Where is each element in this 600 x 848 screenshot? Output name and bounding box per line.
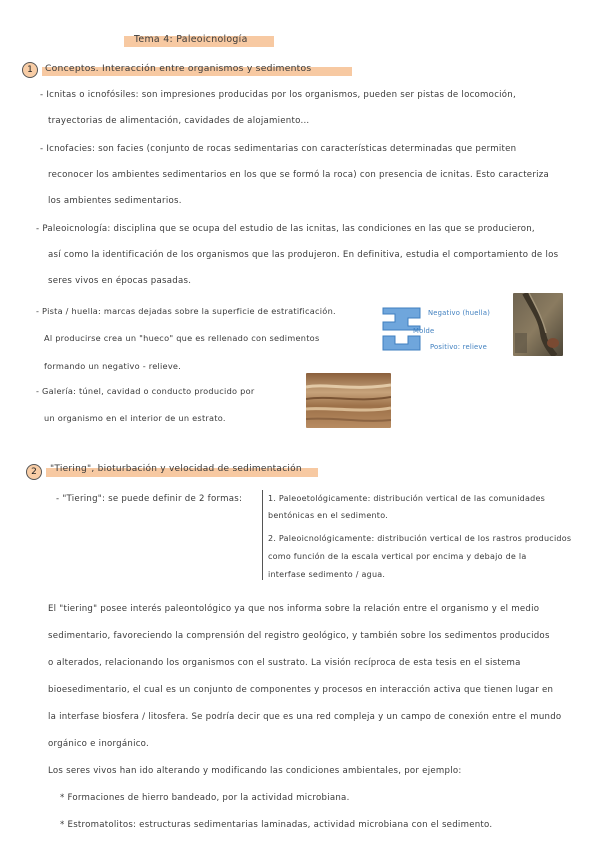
s2-paragraph-8: * Estromatolitos: estructuras sedimentarias laminadas, actividad microbiana con el sedimento. — [60, 820, 493, 830]
s2-paragraph-1: sedimentario, favoreciendo la comprensión del registro geológico, y también sobre los sedimentos producidos — [48, 631, 550, 641]
tiering-def2-line1: como función de la escala vertical por encima y debajo de la — [268, 552, 527, 561]
s2-paragraph-2: o alterados, relacionando los organismos con el sustrato. La visión recíproca de esta tesis en el sistema — [48, 658, 521, 668]
s1-line-2: - Icnofacies: son facies (conjunto de rocas sedimentarias con características determinadas que permiten — [40, 144, 517, 154]
tiering-def2-line2: interfase sedimento / agua. — [268, 570, 386, 579]
s1-line-10: formando un negativo - relieve. — [44, 361, 182, 371]
s2-paragraph-0: El "tiering" posee interés paleontológico ya que nos informa sobre la relación entre el organismo y el medio — [48, 604, 540, 614]
section-1-number: 1 — [22, 62, 38, 78]
s1-line-12: un organismo en el interior de un estrato. — [44, 413, 226, 423]
page-title: Tema 4: Paleoicnología — [134, 34, 248, 45]
section-2-number: 2 — [26, 464, 42, 480]
s2-paragraph-7: * Formaciones de hierro bandeado, por la actividad microbiana. — [60, 793, 350, 803]
s2-paragraph-6: Los seres vivos han ido alterando y modificando las condiciones ambientales, por ejemplo: — [48, 766, 462, 776]
section-2-heading: "Tiering", bioturbación y velocidad de sedimentación — [50, 464, 302, 474]
s1-line-11: - Galería: túnel, cavidad o conducto producido por — [36, 386, 255, 396]
diagram-label-mold: Molde — [413, 327, 435, 335]
section-1-heading: Conceptos. Interacción entre organismos y sedimentos — [45, 63, 312, 74]
diagram-label-positive: Positivo: relieve — [430, 343, 488, 351]
s1-line-6: así como la identificación de los organismos que las produjeron. En definitiva, estudia el comportamiento de los — [48, 250, 559, 260]
s1-line-9: Al producirse crea un "hueco" que es rellenado con sedimentos — [44, 333, 320, 343]
s1-line-0: - Icnitas o icnofósiles: son impresiones producidas por los organismos, pueden ser pistas de locomoción, — [40, 90, 516, 100]
s1-line-1: trayectorias de alimentación, cavidades de alojamiento... — [48, 116, 310, 126]
positive-shape — [383, 336, 420, 350]
s1-line-7: seres vivos en épocas pasadas. — [48, 276, 192, 286]
tiering-def1-line0: 1. Paleoetológicamente: distribución vertical de las comunidades — [268, 494, 546, 503]
tiering-intro: - "Tiering": se puede definir de 2 formas: — [56, 494, 243, 504]
s1-line-4: los ambientes sedimentarios. — [48, 196, 182, 206]
s2-paragraph-5: orgánico e inorgánico. — [48, 739, 150, 749]
burrow-photo — [306, 373, 391, 428]
tiering-def2-line0: 2. Paleoicnológicamente: distribución vertical de los rastros producidos — [268, 534, 572, 543]
s1-line-5: - Paleoicnología: disciplina que se ocupa del estudio de las icnitas, las condiciones en las que se producieron, — [36, 224, 535, 234]
tiering-def1-line1: bentónicas en el sedimento. — [268, 511, 388, 520]
diagram-label-negative: Negativo (huella) — [428, 309, 491, 317]
s1-line-8: - Pista / huella: marcas dejadas sobre la superficie de estratificación. — [36, 306, 336, 316]
fossil-track-photo — [513, 293, 563, 356]
s2-paragraph-4: la interfase biosfera / litosfera. Se podría decir que es una red compleja y un campo de conexión entre el mundo — [48, 712, 562, 722]
s1-line-3: reconocer los ambientes sedimentarios en los que se formó la roca) con presencia de icnitas. Esto caracteriza — [48, 170, 550, 180]
s2-paragraph-3: bioesedimentario, el cual es un conjunto de componentes y procesos en interacción activa que tienen lugar en — [48, 685, 554, 695]
definitions-divider — [262, 490, 263, 580]
